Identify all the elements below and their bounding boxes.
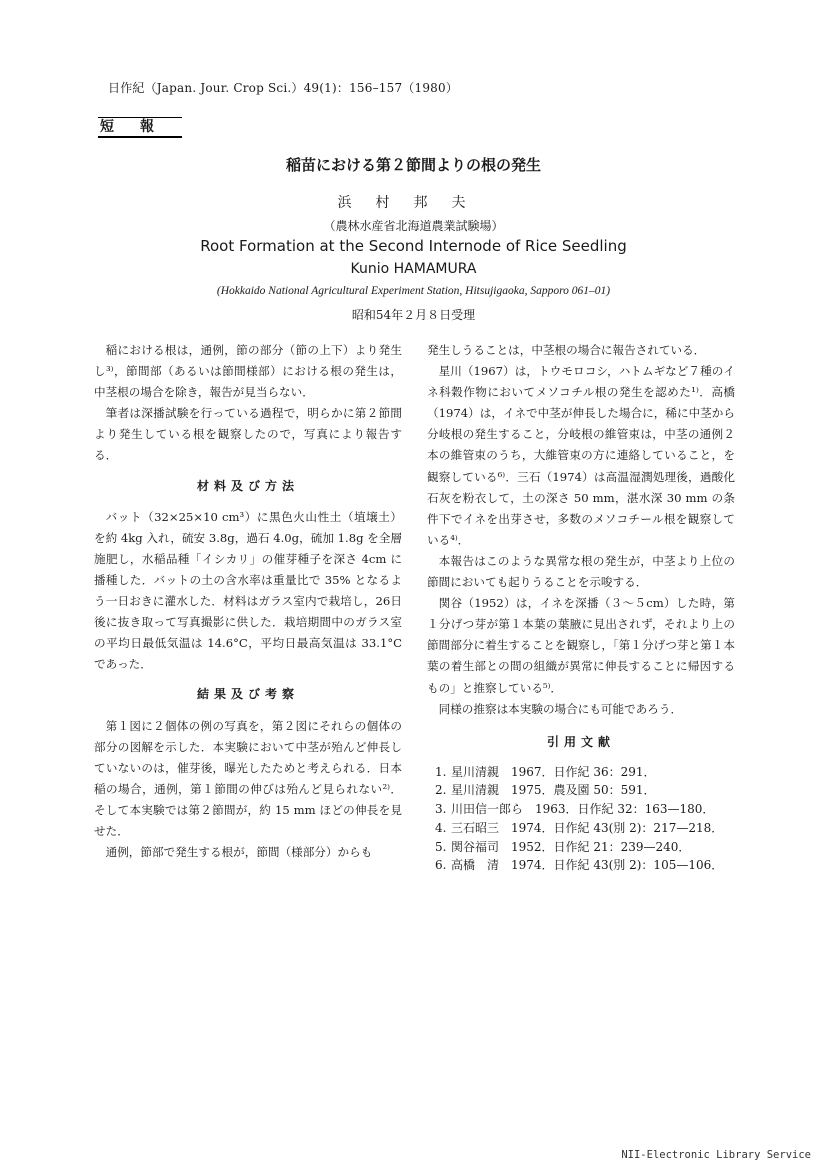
affiliation-en: (Hokkaido National Agricultural Experiment Station, Hitsujigaoka, Sapporo 061–01) <box>216 285 611 297</box>
right-paragraph-2: 星川（1967）は，トウモロコシ，ハトムギなど７種のイネ科穀作物においてメソコチル根の発生を認めた¹⁾．高橋（1974）は，イネで中茎が伸長した場合に，稀に中茎から分岐根の発生すること，分岐根の維管束は，中茎の通例２本の維管束のうち，大維管束の方に連絡していること，を観察している⁶⁾．三石（1974）は高温湿潤処理後，過酸化石灰を粉衣して，土の深さ 50 mm，湛水深 30 mm の条件下でイネを出芽させ，多数のメソコチール根を観察している⁴⁾． <box>427 364 735 547</box>
right-paragraph-1: 発生しうることは，中茎根の場合に報告されている． <box>427 343 706 357</box>
intro-paragraph-1: 稲における根は，通例，節の部分（節の上下）より発生し³⁾，節間部（あるいは節間様部）における根の発生は，中茎根の場合を除き，報告が見当らない． <box>94 343 402 400</box>
right-paragraph-3: 本報告はこのような異常な根の発生が，中茎より上位の節間においても起りうることを示唆する． <box>427 553 735 590</box>
results-heading: 結果及び考察 <box>196 687 299 702</box>
affiliation-ja: （農林水産省北海道農業試験場） <box>323 219 504 233</box>
intro-paragraph-2: 筆者は深播試験を行っている過程で，明らかに第２節間より発生している根を観察したので，写真により報告する． <box>94 406 402 463</box>
page-title-ja: 稲苗における第２節間よりの根の発生 <box>285 156 541 174</box>
journal-citation: 日作紀（Japan. Jour. Crop Sci.）49(1)：156–157（1980） <box>108 81 459 95</box>
right-paragraph-5: 同様の推察は本実験の場合にも可能であろう． <box>438 701 683 716</box>
results-paragraph-1: 第１図に２個体の例の写真を，第２図にそれらの個体の部分の図解を示した．本実験において中茎が殆んど伸長していないのは，催芽後，曝光したためと考えられる．日本稲の場合，通例，第１節間の伸びは殆んど見られない²⁾．そして本実験では第２節間が，約 15 mm ほどの伸長を見せた． <box>94 718 402 838</box>
author-ja: 浜村邦夫 <box>337 195 490 211</box>
reference-item: 5. 関谷福司 1952．日作紀 21：239—240． <box>435 839 691 854</box>
reference-list <box>435 763 735 875</box>
references-heading: 引用文献 <box>546 734 615 749</box>
left-column <box>94 340 402 863</box>
footer-service-label: NII-Electronic Library Service <box>621 1149 811 1161</box>
methods-paragraph: バット（32×25×10 cm³）に黒色火山性土（埴壌土）を約 4kg 入れ，硫安 3.8g，過石 4.0g，硫加 1.8g を全層施肥し，水稲品種「イシカリ」の催芽種子を深さ 4cm に播種した．バットの土の含水率は重量比で 35% となるよう一日おきに灌水した．材料はガラス室内で栽培し，26日後に抜き取って写真撮影に供した．栽培期間中のガラス室の平均日最低気温は 14.6°C，平均日最高気温は 33.1°C であった． <box>94 509 402 672</box>
reference-item: 3. 川田信一郎ら 1963．日作紀 32：163—180． <box>435 802 715 817</box>
reference-item: 1. 星川清親 1967．日作紀 36：291． <box>435 764 656 779</box>
reference-item: 2. 星川清親 1975．農及園 50：591． <box>435 783 656 798</box>
section-label: 短報 <box>98 117 182 138</box>
methods-heading: 材料及び方法 <box>196 478 299 493</box>
reference-item: 4. 三石昭三 1974．日作紀 43(別 2)：217—218． <box>435 820 724 835</box>
reference-item: 6. 高橋 清 1974．日作紀 43(別 2)：105—106． <box>435 858 724 873</box>
right-paragraph-4: 関谷（1952）は，イネを深播（３〜５cm）した時，第１分げつ芽が第１本葉の葉腋に見出されず，それより上の節間部分に着生することを観察し，「第１分げつ芽と第１本葉の着生部との間の組織が異常に伸長することに帰因するもの」と推察している⁵⁾． <box>427 596 735 695</box>
received-date: 昭和54年２月８日受理 <box>351 308 476 322</box>
results-paragraph-2: 通例，節部で発生する根が，節間（様部分）からも <box>105 845 373 860</box>
page-title-en: Root Formation at the Second Internode of Rice Seedling <box>200 237 627 255</box>
author-en: Kunio HAMAMURA <box>350 261 477 277</box>
right-column <box>427 340 735 875</box>
